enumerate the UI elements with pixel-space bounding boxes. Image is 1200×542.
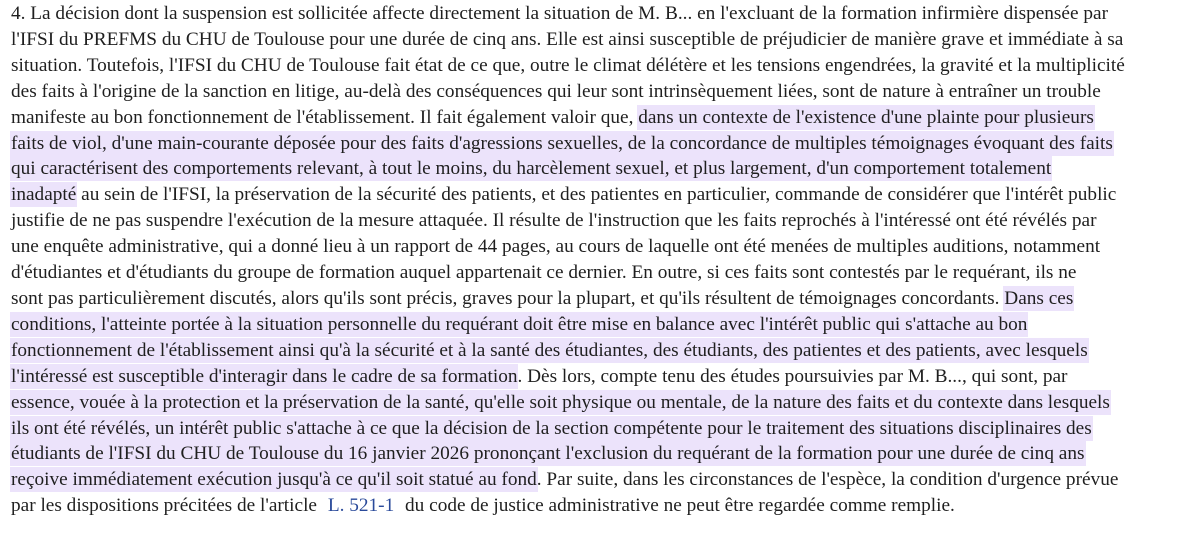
text-line (11, 1, 1192, 27)
text-segment: sont pas particulièrement discutés, alors qu'ils sont précis, graves pour la plupart, et qu'ils résultent de témoignages concordants. (11, 287, 1005, 309)
text-segment: manifeste au bon fonctionnement de l'établissement. Il fait également valoir que, (11, 106, 639, 128)
highlighted-text: qui caractérisent des comportements relevant, à tout le moins, du harcèlement sexuel, et plus largement, d'un comportement totalement (11, 158, 1052, 180)
highlighted-text: essence, (11, 391, 80, 413)
text-line (11, 234, 1192, 260)
text-line (11, 131, 1192, 157)
text-line (11, 441, 1192, 467)
highlighted-text: l'intéressé est susceptible d'interagir dans le cadre de sa formation (11, 365, 518, 387)
highlighted-text: reçoive immédiatement exécution jusqu'à ce qu'il soit statué au fond (11, 469, 537, 491)
highlighted-text: dans un contexte de l'existence d'une plainte pour plusieurs (638, 106, 1094, 128)
text-line (11, 364, 1192, 390)
text-line (11, 208, 1192, 234)
highlighted-text: Dans ces (1004, 287, 1074, 309)
text-segment: justifie de ne pas suspendre l'exécution de la mesure attaquée. Il résulte de l'instruction que les faits reprochés à l'intéressé ont été révélés par (11, 210, 1097, 232)
text-segment: 4. La décision dont la suspension est sollicitée affecte directement la situation de M. B... en l'excluant de la formation infirmière dispensée par (11, 3, 1108, 24)
text-segment: au sein de l'IFSI, la préservation de la sécurité des patients, et des patientes en particulier, commande de considérer que l'intérêt public (76, 184, 1117, 206)
text-segment: des faits à l'origine de la sanction en litige, au-delà des conséquences qui leur sont intrinsèquement liées, sont de nature à entraîner un trouble (11, 80, 1101, 102)
text-segment: une enquête administrative, qui a donné lieu à un rapport de 44 pages, au cours de laquelle ont été menées de multiples auditions, notamment (11, 236, 1101, 258)
highlighted-text: inadapté (11, 184, 77, 206)
text-line (11, 416, 1192, 442)
text-segment: . Dès lors, compte tenu des études poursuivies par M. B..., qui sont, par (517, 365, 1068, 387)
article-link[interactable]: L. 521-1 (327, 495, 395, 517)
highlighted-text: conditions, l'atteinte portée à la situation personnelle du requérant doit être mise en balance avec l'intérêt public qui s'attache au bon (11, 313, 1028, 335)
text-segment: . Par suite, dans les circonstances de l'espèce, la condition d'urgence prévue (536, 469, 1119, 491)
text-line (11, 182, 1192, 208)
text-line (11, 493, 1192, 519)
text-line (11, 312, 1192, 338)
text-line (11, 27, 1192, 53)
text-line (11, 390, 1192, 416)
text-segment: du code de justice administrative ne peut être regardée comme remplie. (400, 495, 955, 517)
highlighted-text: ils ont été révélés, un intérêt public s'attache à ce que la décision de la section compétente pour le traitement des situations disciplinaires des (11, 417, 1092, 439)
highlighted-text: faits de viol, d'une main-courante déposée pour des faits d'agressions sexuelles, de la concordance de multiples témoignages évoquant des faits (11, 132, 1113, 154)
text-line (11, 53, 1192, 79)
text-line (11, 79, 1192, 105)
text-line (11, 338, 1192, 364)
text-segment: l'IFSI du PREFMS du CHU de Toulouse pour une durée de cinq ans. Elle est ainsi susceptible de préjudicier de manière grave et immédiate à sa (11, 28, 1124, 50)
text-line (11, 105, 1192, 131)
text-line (11, 156, 1192, 182)
text-segment: d'étudiantes et d'étudiants du groupe de formation auquel appartenait ce dernier. En outre, si ces faits sont contestés par le requérant, ils ne (11, 262, 1077, 284)
text-line (11, 467, 1192, 493)
highlighted-text: fonctionnement de l'établissement ainsi qu'à la sécurité et à la santé des étudiantes, des étudiants, des patientes et des patients, avec lesquels (11, 339, 1088, 361)
text-line (11, 286, 1192, 312)
text-segment: par les dispositions précitées de l'article (11, 495, 322, 517)
highlighted-text: vouée à la protection et la préservation de la santé, qu'elle soit physique ou mentale, de la nature des faits et du contexte dans lesquels (79, 391, 1110, 413)
text-line (11, 260, 1192, 286)
text-segment: situation. Toutefois, l'IFSI du CHU de Toulouse fait état de ce que, outre le climat délétère et les tensions engendrées, la gravité et la multiplicité (11, 54, 1125, 76)
highlighted-text: étudiants de l'IFSI du CHU de Toulouse du 16 janvier 2026 prononçant l'exclusion du requérant de la formation pour une durée de cinq ans (11, 443, 1085, 465)
